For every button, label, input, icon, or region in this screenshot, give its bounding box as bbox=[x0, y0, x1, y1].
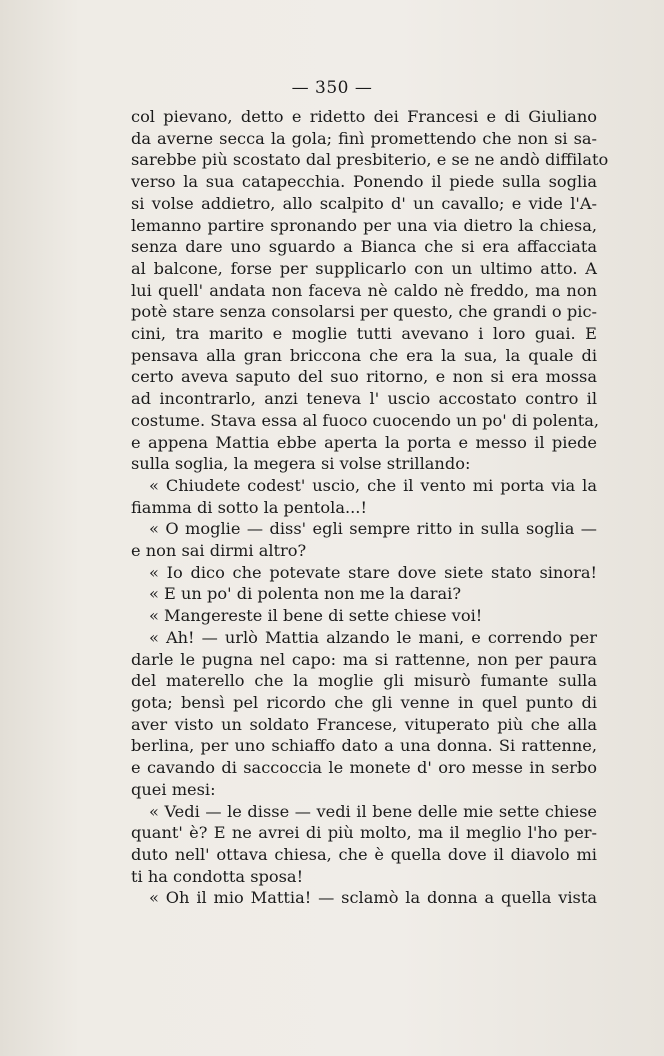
text-line: pensava alla gran briccona che era la sua, la quale di bbox=[131, 345, 597, 365]
text-line: da averne secca la gola; finì promettendo che non si sa- bbox=[131, 128, 597, 148]
text-line: ad incontrarlo, anzi teneva l' uscio accostato contro il bbox=[131, 389, 597, 409]
text-line: col pievano, detto e ridetto dei Francesi e di Giuliano bbox=[131, 107, 597, 126]
text-line: sulla soglia, la megera si volse strillando: bbox=[131, 454, 471, 474]
text-line: ti ha condotta sposa! bbox=[131, 866, 304, 886]
text-line: duto nell' ottava chiesa, che è quella dove il diavolo mi bbox=[131, 844, 597, 864]
text-line: e appena Mattia ebbe aperta la porta e messo il piede bbox=[131, 432, 597, 452]
text-line: quant' è? E ne avrei di più molto, ma il meglio l'ho per- bbox=[131, 823, 597, 843]
text-line: « Io dico che potevate stare dove siete stato sinora! bbox=[149, 562, 597, 582]
text-line: del materello che la moglie gli misurò fumante sulla bbox=[131, 671, 597, 691]
text-line: si volse addietro, allo scalpito d' un cavallo; e vide l'A- bbox=[131, 193, 597, 213]
page-number: — 350 — bbox=[291, 78, 373, 98]
text-line: cini, tra marito e moglie tutti avevano i loro guai. E bbox=[131, 324, 597, 344]
text-line: « Mangereste il bene di sette chiese voi! bbox=[149, 606, 483, 626]
text-line: berlina, per uno schiaffo dato a una donna. Si rattenne, bbox=[131, 736, 597, 756]
text-line: lui quell' andata non faceva nè caldo nè freddo, ma non bbox=[131, 280, 597, 300]
text-line: lemanno partire spronando per una via dietro la chiesa, bbox=[131, 215, 597, 235]
text-line: « O moglie — diss' egli sempre ritto in sulla soglia — bbox=[149, 519, 597, 539]
text-line: sarebbe più scostato dal presbiterio, e se ne andò diffilato bbox=[131, 150, 609, 170]
text-line: senza dare uno sguardo a Bianca che si era affacciata bbox=[131, 237, 597, 257]
page-text bbox=[131, 106, 609, 909]
text-line: quei mesi: bbox=[131, 779, 216, 799]
text-line: « Vedi — le disse — vedi il bene delle mie sette chiese bbox=[149, 801, 597, 821]
text-line: aver visto un soldato Francese, vituperato più che alla bbox=[131, 714, 597, 734]
text-line: certo aveva saputo del suo ritorno, e non si era mossa bbox=[131, 367, 597, 387]
text-line: verso la sua catapecchia. Ponendo il piede sulla soglia bbox=[131, 172, 597, 192]
text-line: « Ah! — urlò Mattia alzando le mani, e correndo per bbox=[149, 627, 597, 647]
text-line: darle le pugna nel capo: ma si rattenne, non per paura bbox=[131, 649, 597, 669]
text-line: e cavando di saccoccia le monete d' oro messe in serbo bbox=[131, 758, 597, 778]
text-line: « Oh il mio Mattia! — sclamò la donna a quella vista bbox=[149, 888, 597, 908]
text-line: gota; bensì pel ricordo che gli venne in quel punto di bbox=[131, 692, 597, 712]
text-line: costume. Stava essa al fuoco cuocendo un po' di polenta, bbox=[131, 410, 600, 430]
text-line: e non sai dirmi altro? bbox=[131, 541, 307, 561]
text-line: « Chiudete codest' uscio, che il vento mi porta via la bbox=[149, 475, 597, 495]
text-line: fiamma di sotto la pentola...! bbox=[131, 497, 367, 517]
text-line: al balcone, forse per supplicarlo con un ultimo atto. A bbox=[131, 258, 597, 278]
text-line: potè stare senza consolarsi per questo, che grandi o pic- bbox=[131, 302, 597, 322]
text-line: « E un po' di polenta non me la darai? bbox=[149, 584, 462, 604]
